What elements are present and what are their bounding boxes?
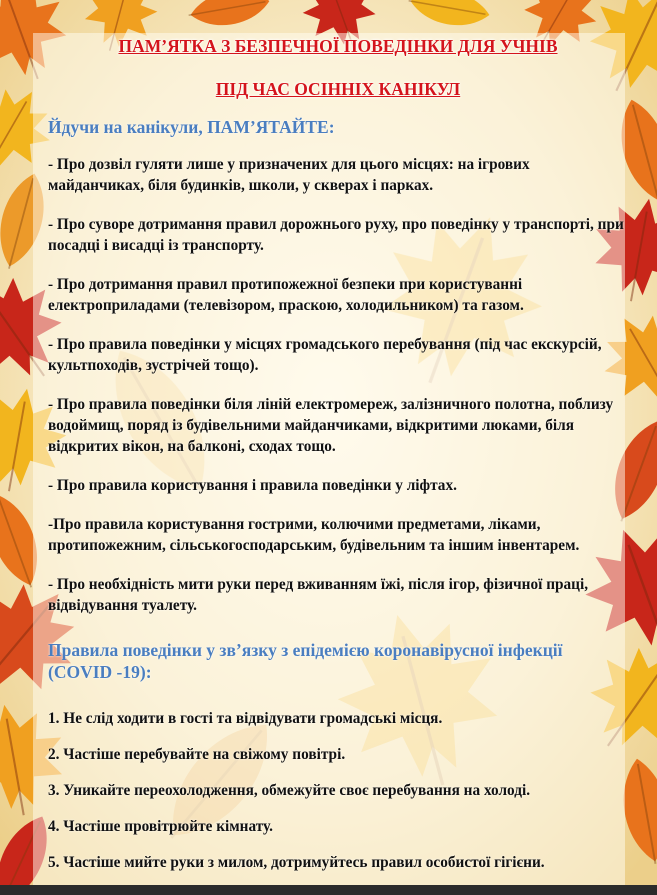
title-line-1: ПАМ’ЯТКА З БЕЗПЕЧНОЇ ПОВЕДІНКИ ДЛЯ УЧНІВ: [118, 36, 558, 56]
covid-tip-item: 4. Частіше провітрюйте кімнату.: [48, 818, 273, 835]
memo-content: [48, 36, 628, 873]
section-heading-holidays: Йдучи на канікули, ПАМ’ЯТАЙТЕ:: [48, 117, 335, 137]
rule-item: - Про суворе дотримання правил дорожнього руху, про поведінку у транспорті, при посадці і висадці із транспорту.: [48, 216, 624, 254]
covid-tip-item: 5. Частіше мийте руки з милом, дотримуйтесь правил особистої гігієни.: [48, 854, 545, 871]
section-heading-covid: Правила поведінки у зв’язку з епідемією коронавірусної інфекції (COVID -19):: [48, 640, 563, 682]
rule-item: - Про правила користування і правила поведінки у ліфтах.: [48, 477, 457, 494]
rule-item: - Про необхідність мити руки перед вживанням їжі, після ігор, фізичної праці, відвідування туалету.: [48, 576, 589, 614]
rule-item: - Про правила поведінки у місцях громадського перебування (під час екскурсій, культпоходів, зустрічей тощо).: [48, 336, 602, 374]
covid-tip-item: 2. Частіше перебувайте на свіжому повітрі.: [48, 746, 346, 763]
covid-tip-item: 1. Не слід ходити в гості та відвідувати громадські місця.: [48, 710, 443, 727]
rule-item: - Про дотримання правил протипожежної безпеки при користуванні електроприладами (телевізором, праскою, холодильником) та газом.: [48, 276, 524, 314]
rule-item: -Про правила користування гострими, колючими предметами, ліками, протипожежним, сільськогосподарським, будівельним та іншим інвентарем.: [48, 516, 580, 554]
covid-tip-item: 3. Уникайте переохолодження, обмежуйте своє перебування на холоді.: [48, 782, 531, 799]
title-line-2: ПІД ЧАС ОСІННІХ КАНІКУЛ: [215, 79, 461, 99]
rule-item: - Про правила поведінки біля ліній електромереж, залізничного полотна, поблизу водоймищ, поряд із будівельними майданчиками, відкритими люками, біля відкритих вікон, на балконі, сходах тощо.: [48, 396, 614, 455]
bottom-edge: [0, 885, 657, 895]
rule-item: - Про дозвіл гуляти лише у призначених для цього місцях: на ігрових майданчиках, біля будинків, школи, у скверах і парках.: [48, 156, 530, 194]
